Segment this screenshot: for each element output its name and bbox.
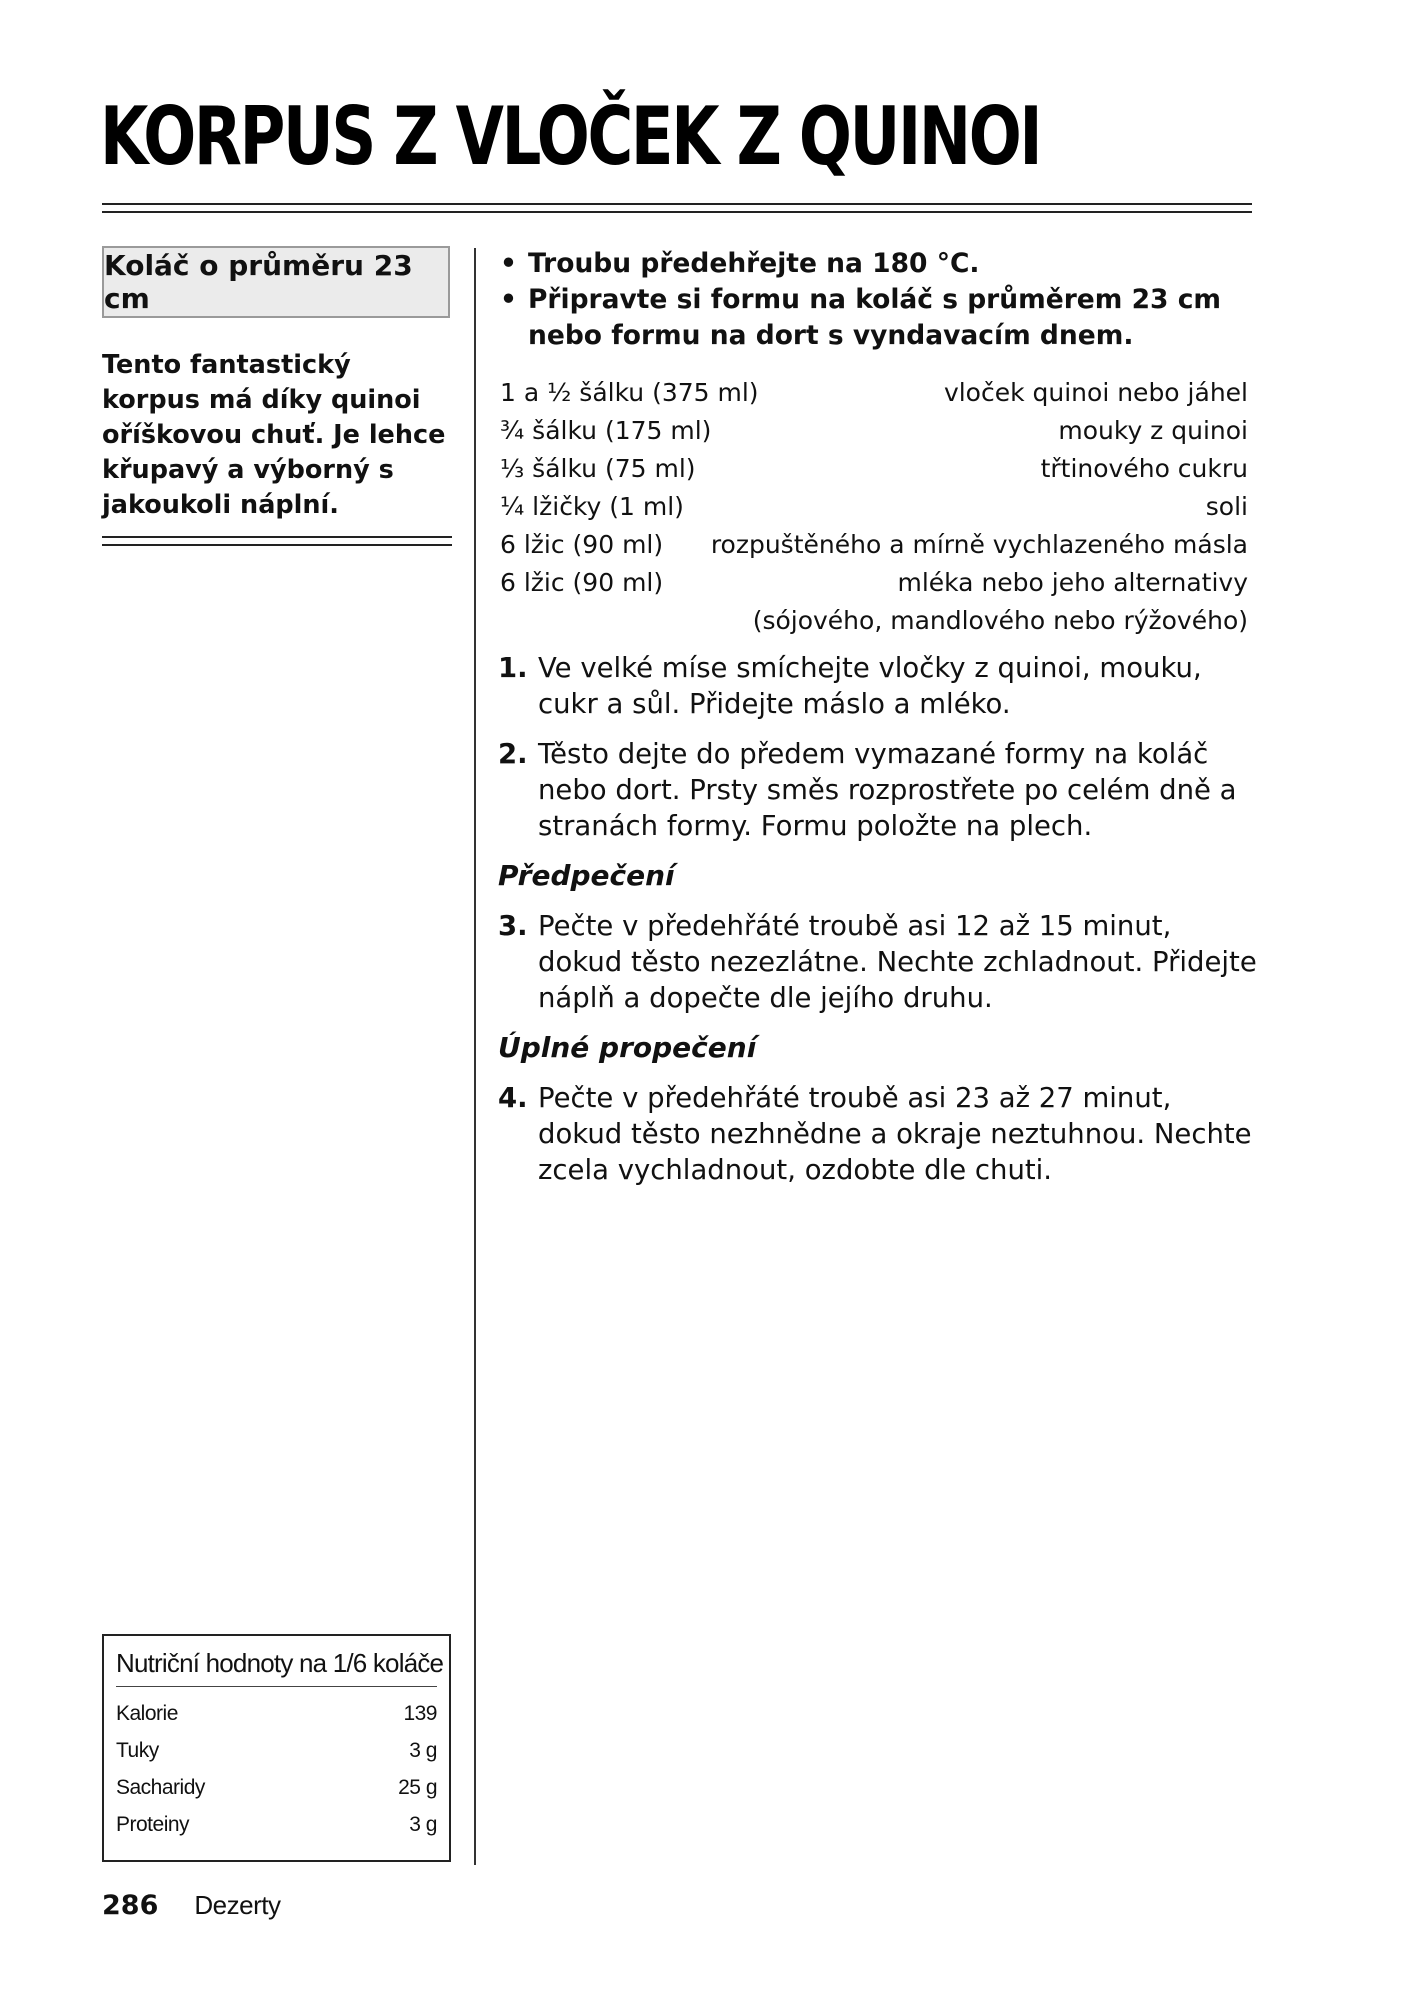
ingredient-item: třtinového cukru [1040, 454, 1248, 483]
ingredient-amount: 1 a ½ šálku (375 ml) [500, 378, 759, 407]
nutrition-label: Kalorie [116, 1702, 178, 1725]
nutrition-label: Proteiny [116, 1813, 190, 1836]
prep-list [498, 246, 1258, 354]
nutrition-row [116, 1732, 437, 1769]
prep-item: • Troubu předehřejte na 180 °C. [500, 248, 980, 279]
nutrition-value: 139 [403, 1702, 437, 1725]
intro-text: Tento fantastický korpus má díky quinoi oříškovou chuť. Je lehce křupavý a výborný s jakoukoli náplní. [102, 350, 446, 520]
nutrition-label: Sacharidy [116, 1776, 205, 1799]
step-item [498, 908, 1258, 1016]
nutrition-value: 25 g [398, 1776, 437, 1799]
step-text: Pečte v předehřáté troubě asi 23 až 27 minut, dokud těsto nezhnědne a okraje neztuhnou. Nechte zcela vychladnout, ozdobte dle chuti. [538, 1082, 1252, 1186]
intro-divider [102, 536, 452, 546]
ingredient-amount: 6 lžic (90 ml) [500, 568, 664, 597]
subheading-prebake: Předpečení [498, 859, 675, 892]
ingredient-note: (sójového, mandlového nebo rýžového) [752, 606, 1248, 635]
ingredient-item: vloček quinoi nebo jáhel [943, 378, 1248, 407]
nutrition-title: Nutriční hodnoty na 1/6 koláče [116, 1644, 437, 1687]
ingredient-amount: ¼ lžičky (1 ml) [500, 492, 684, 521]
ingredient-list [500, 374, 1248, 640]
ingredient-row [500, 526, 1248, 564]
method-steps [498, 650, 1258, 1202]
step-text: Pečte v předehřáté troubě asi 12 až 15 minut, dokud těsto nezezlátne. Nechte zchladnout. Přidejte náplň a dopečte dle jejího druhu. [538, 910, 1257, 1014]
yield-text: Koláč o průměru 23 cm [104, 249, 413, 315]
nutrition-row [116, 1769, 437, 1806]
step-item [498, 1080, 1258, 1188]
step-number: 2. [498, 738, 528, 770]
ingredient-row [500, 450, 1248, 488]
ingredient-amount: 6 lžic (90 ml) [500, 530, 664, 559]
ingredient-item: rozpuštěného a mírně vychlazeného másla [710, 530, 1248, 559]
ingredient-item: mouky z quinoi [1058, 416, 1248, 445]
nutrition-value: 3 g [409, 1813, 437, 1836]
step-item [498, 650, 1258, 722]
step-number: 1. [498, 652, 528, 684]
nutrition-row [116, 1806, 437, 1843]
section-name: Dezerty [194, 1890, 281, 1920]
nutrition-box [102, 1634, 451, 1862]
page-footer [102, 1890, 280, 1921]
nutrition-row [116, 1695, 437, 1732]
yield-box [102, 246, 450, 318]
ingredient-amount: ¾ šálku (175 ml) [500, 416, 712, 445]
ingredient-row [500, 374, 1248, 412]
ingredient-item: soli [1205, 492, 1248, 521]
ingredient-row [500, 412, 1248, 450]
step-text: Ve velké míse smíchejte vločky z quinoi, mouku, cukr a sůl. Přidejte máslo a mléko. [538, 652, 1202, 720]
recipe-title: KORPUS Z VLOČEK Z QUINOI [100, 90, 1041, 183]
title-divider [102, 203, 1252, 213]
step-number: 3. [498, 910, 528, 942]
step-number: 4. [498, 1082, 528, 1114]
ingredient-amount: ⅓ šálku (75 ml) [500, 454, 696, 483]
ingredient-row [500, 564, 1248, 602]
step-text: Těsto dejte do předem vymazané formy na koláč nebo dort. Prsty směs rozprostřete po celém dně a stranách formy. Formu položte na plech. [538, 738, 1237, 842]
page-number: 286 [102, 1890, 159, 1921]
ingredient-row [500, 488, 1248, 526]
nutrition-value: 3 g [409, 1739, 437, 1762]
subheading-fullbake: Úplné propečení [498, 1031, 757, 1064]
step-item [498, 736, 1258, 844]
nutrition-label: Tuky [116, 1739, 159, 1762]
prep-item: • Připravte si formu na koláč s průměrem 23 cm nebo formu na dort s vyndavacím dnem. [500, 284, 1222, 351]
column-divider [474, 248, 476, 1865]
ingredient-item: mléka nebo jeho alternativy [897, 568, 1248, 597]
